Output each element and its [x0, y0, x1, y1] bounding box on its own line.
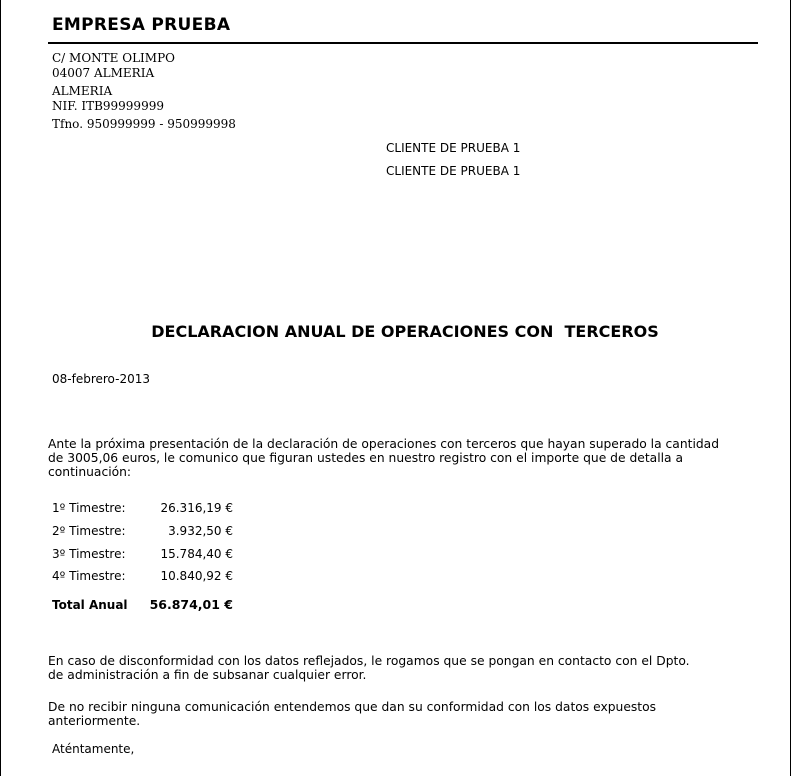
quarter-3-label: 3º Timestre: — [52, 547, 126, 561]
quarter-1-label: 1º Timestre: — [52, 501, 126, 515]
company-postal-city: 04007 ALMERIA — [52, 66, 155, 80]
no-reply-line: anteriormente. — [48, 714, 141, 728]
disagreement-paragraph — [48, 654, 748, 682]
quarter-2-amount: 3.932,50 € — [168, 524, 233, 538]
no-reply-line: De no recibir ninguna comunicación entendemos que dan su conformidad con los datos expuestos — [48, 700, 657, 714]
document-date: 08-febrero-2013 — [52, 372, 150, 386]
disagreement-line: de administración a fin de subsanar cualquier error. — [48, 668, 367, 682]
total-label: Total Anual — [52, 598, 128, 612]
no-reply-paragraph — [48, 700, 748, 728]
total-amount: 56.874,01 € — [149, 597, 233, 612]
company-province: ALMERIA — [52, 84, 113, 98]
company-name: EMPRESA PRUEBA — [52, 15, 231, 35]
quarter-2-label: 2º Timestre: — [52, 524, 126, 538]
quarter-3-amount: 15.784,40 € — [160, 547, 233, 561]
disagreement-line: En caso de disconformidad con los datos reflejados, le rogamos que se pongan en contacto con el Dpto. — [48, 654, 690, 668]
quarter-4-amount: 10.840,92 € — [160, 569, 233, 583]
company-street: C/ MONTE OLIMPO — [52, 51, 175, 65]
closing-salutation: Aténtamente, — [52, 742, 135, 756]
intro-line: de 3005,06 euros, le comunico que figuran ustedes en nuestro registro con el importe que de detalla a — [48, 451, 684, 465]
intro-paragraph — [48, 437, 748, 479]
company-phone: Tfno. 950999999 - 950999998 — [52, 117, 236, 131]
document-title: DECLARACION ANUAL DE OPERACIONES CON TERCEROS — [151, 322, 659, 341]
intro-line: Ante la próxima presentación de la declaración de operaciones con terceros que hayan superado la cantidad — [48, 437, 720, 451]
company-nif: NIF. ITB99999999 — [52, 99, 164, 113]
quarter-1-amount: 26.316,19 € — [160, 501, 233, 515]
client-name: CLIENTE DE PRUEBA 1 — [386, 141, 521, 155]
intro-line: continuación: — [48, 465, 132, 479]
header-divider — [48, 42, 758, 44]
quarter-4-label: 4º Timestre: — [52, 569, 126, 583]
client-name-secondary: CLIENTE DE PRUEBA 1 — [386, 164, 521, 178]
